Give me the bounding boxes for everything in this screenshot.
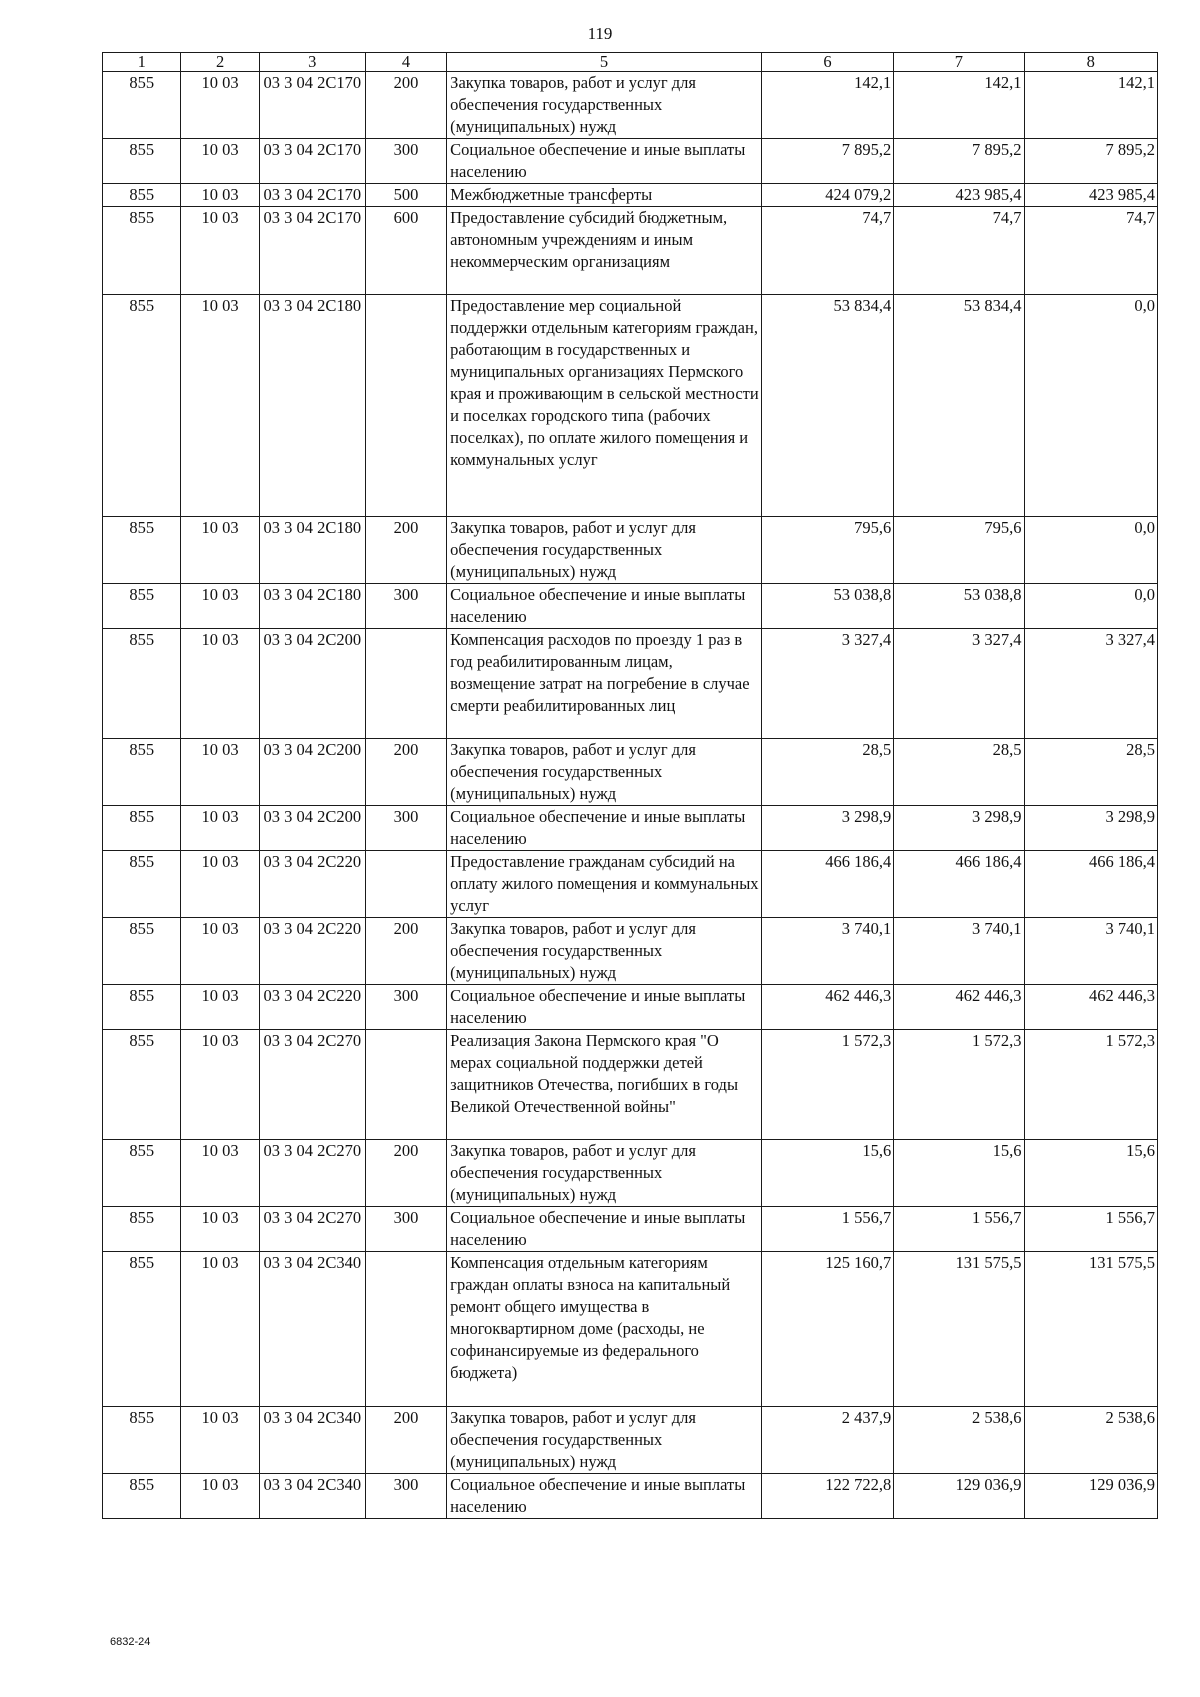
col-header-3: 3: [259, 53, 365, 72]
cell-target-article: 03 3 04 2С340: [259, 1252, 365, 1407]
cell-amount-8: 1 572,3: [1024, 1030, 1157, 1140]
table-row: [103, 139, 1158, 184]
table-row: [103, 184, 1158, 207]
cell-description: Социальное обеспечение и иные выплаты населению: [447, 584, 762, 629]
cell-amount-7: 131 575,5: [894, 1252, 1024, 1407]
cell-admin-code: 855: [103, 806, 181, 851]
cell-amount-8: 142,1: [1024, 72, 1157, 139]
cell-amount-8: 74,7: [1024, 207, 1157, 295]
cell-admin-code: 855: [103, 295, 181, 517]
cell-admin-code: 855: [103, 1030, 181, 1140]
table-row: [103, 207, 1158, 295]
cell-amount-8: 423 985,4: [1024, 184, 1157, 207]
cell-amount-7: 3 298,9: [894, 806, 1024, 851]
cell-expense-type: 600: [365, 207, 446, 295]
cell-description: Закупка товаров, работ и услуг для обеспечения государственных (муниципальных) нужд: [447, 918, 762, 985]
table-row: [103, 72, 1158, 139]
cell-amount-6: 466 186,4: [761, 851, 893, 918]
cell-amount-7: 1 556,7: [894, 1207, 1024, 1252]
cell-section: 10 03: [181, 517, 259, 584]
cell-expense-type: 300: [365, 985, 446, 1030]
cell-amount-6: 53 834,4: [761, 295, 893, 517]
cell-section: 10 03: [181, 739, 259, 806]
cell-target-article: 03 3 04 2С180: [259, 295, 365, 517]
cell-admin-code: 855: [103, 985, 181, 1030]
cell-amount-7: 1 572,3: [894, 1030, 1024, 1140]
cell-amount-6: 28,5: [761, 739, 893, 806]
cell-amount-6: 3 740,1: [761, 918, 893, 985]
col-header-7: 7: [894, 53, 1024, 72]
cell-description: Предоставление мер социальной поддержки отдельным категориям граждан, работающим в государственных и муниципальных организациях Пермского края и проживающим в сельской местности и поселках городского типа (рабочих поселках), по оплате жилого помещения и коммунальных услуг: [447, 295, 762, 517]
cell-admin-code: 855: [103, 1207, 181, 1252]
cell-description: Предоставление субсидий бюджетным, автономным учреждениям и иным некоммерческим организациям: [447, 207, 762, 295]
cell-target-article: 03 3 04 2С270: [259, 1030, 365, 1140]
table-row: [103, 1252, 1158, 1407]
table-row: [103, 295, 1158, 517]
cell-expense-type: [365, 295, 446, 517]
cell-section: 10 03: [181, 1207, 259, 1252]
cell-expense-type: [365, 1030, 446, 1140]
col-header-8: 8: [1024, 53, 1157, 72]
budget-table: [102, 52, 1158, 1519]
cell-expense-type: 300: [365, 806, 446, 851]
cell-amount-8: 3 298,9: [1024, 806, 1157, 851]
cell-target-article: 03 3 04 2С220: [259, 918, 365, 985]
cell-admin-code: 855: [103, 1407, 181, 1474]
cell-amount-7: 142,1: [894, 72, 1024, 139]
cell-description: Социальное обеспечение и иные выплаты населению: [447, 806, 762, 851]
cell-admin-code: 855: [103, 1140, 181, 1207]
cell-section: 10 03: [181, 584, 259, 629]
cell-target-article: 03 3 04 2С270: [259, 1207, 365, 1252]
table-row: [103, 1030, 1158, 1140]
cell-amount-6: 125 160,7: [761, 1252, 893, 1407]
col-header-4: 4: [365, 53, 446, 72]
cell-target-article: 03 3 04 2С170: [259, 72, 365, 139]
cell-description: Предоставление гражданам субсидий на оплату жилого помещения и коммунальных услуг: [447, 851, 762, 918]
cell-admin-code: 855: [103, 918, 181, 985]
cell-amount-7: 462 446,3: [894, 985, 1024, 1030]
cell-target-article: 03 3 04 2С220: [259, 851, 365, 918]
cell-amount-8: 1 556,7: [1024, 1207, 1157, 1252]
cell-amount-8: 2 538,6: [1024, 1407, 1157, 1474]
cell-expense-type: 200: [365, 739, 446, 806]
cell-amount-8: 466 186,4: [1024, 851, 1157, 918]
cell-amount-6: 7 895,2: [761, 139, 893, 184]
col-header-5: 5: [447, 53, 762, 72]
cell-description: Закупка товаров, работ и услуг для обеспечения государственных (муниципальных) нужд: [447, 1140, 762, 1207]
cell-admin-code: 855: [103, 584, 181, 629]
cell-section: 10 03: [181, 1407, 259, 1474]
cell-amount-6: 462 446,3: [761, 985, 893, 1030]
table-row: [103, 1140, 1158, 1207]
cell-target-article: 03 3 04 2С200: [259, 629, 365, 739]
table-row: [103, 1474, 1158, 1519]
cell-description: Закупка товаров, работ и услуг для обеспечения государственных (муниципальных) нужд: [447, 1407, 762, 1474]
cell-target-article: 03 3 04 2С180: [259, 584, 365, 629]
cell-section: 10 03: [181, 184, 259, 207]
cell-expense-type: 300: [365, 139, 446, 184]
cell-amount-7: 3 327,4: [894, 629, 1024, 739]
cell-section: 10 03: [181, 295, 259, 517]
cell-section: 10 03: [181, 806, 259, 851]
table-row: [103, 1207, 1158, 1252]
cell-amount-7: 466 186,4: [894, 851, 1024, 918]
table-row: [103, 985, 1158, 1030]
cell-expense-type: 200: [365, 72, 446, 139]
cell-section: 10 03: [181, 1140, 259, 1207]
cell-amount-7: 795,6: [894, 517, 1024, 584]
cell-admin-code: 855: [103, 1252, 181, 1407]
cell-target-article: 03 3 04 2С200: [259, 806, 365, 851]
cell-target-article: 03 3 04 2С340: [259, 1407, 365, 1474]
cell-amount-7: 53 834,4: [894, 295, 1024, 517]
cell-amount-7: 74,7: [894, 207, 1024, 295]
cell-admin-code: 855: [103, 139, 181, 184]
cell-admin-code: 855: [103, 72, 181, 139]
cell-amount-7: 53 038,8: [894, 584, 1024, 629]
cell-amount-7: 7 895,2: [894, 139, 1024, 184]
cell-admin-code: 855: [103, 851, 181, 918]
table-row: [103, 517, 1158, 584]
cell-amount-6: 122 722,8: [761, 1474, 893, 1519]
table-row: [103, 918, 1158, 985]
cell-admin-code: 855: [103, 629, 181, 739]
cell-admin-code: 855: [103, 739, 181, 806]
cell-expense-type: 300: [365, 1207, 446, 1252]
cell-admin-code: 855: [103, 207, 181, 295]
cell-description: Реализация Закона Пермского края "О мерах социальной поддержки детей защитников Отечества, погибших в годы Великой Отечественной войны": [447, 1030, 762, 1140]
cell-expense-type: [365, 851, 446, 918]
cell-amount-6: 1 572,3: [761, 1030, 893, 1140]
cell-description: Компенсация расходов по проезду 1 раз в год реабилитированным лицам, возмещение затрат на погребение в случае смерти реабилитированных лиц: [447, 629, 762, 739]
cell-expense-type: 200: [365, 918, 446, 985]
cell-amount-6: 15,6: [761, 1140, 893, 1207]
cell-amount-8: 131 575,5: [1024, 1252, 1157, 1407]
cell-amount-8: 3 740,1: [1024, 918, 1157, 985]
cell-target-article: 03 3 04 2С170: [259, 184, 365, 207]
cell-expense-type: [365, 629, 446, 739]
table-row: [103, 1407, 1158, 1474]
cell-section: 10 03: [181, 851, 259, 918]
cell-amount-8: 462 446,3: [1024, 985, 1157, 1030]
cell-expense-type: [365, 1252, 446, 1407]
cell-expense-type: 500: [365, 184, 446, 207]
cell-target-article: 03 3 04 2С270: [259, 1140, 365, 1207]
cell-section: 10 03: [181, 207, 259, 295]
col-header-6: 6: [761, 53, 893, 72]
cell-description: Социальное обеспечение и иные выплаты населению: [447, 1474, 762, 1519]
cell-target-article: 03 3 04 2С220: [259, 985, 365, 1030]
document-code: 6832-24: [110, 1636, 151, 1648]
table-row: [103, 806, 1158, 851]
cell-amount-6: 2 437,9: [761, 1407, 893, 1474]
cell-section: 10 03: [181, 1030, 259, 1140]
cell-amount-8: 15,6: [1024, 1140, 1157, 1207]
cell-amount-7: 129 036,9: [894, 1474, 1024, 1519]
cell-expense-type: 300: [365, 584, 446, 629]
cell-description: Закупка товаров, работ и услуг для обеспечения государственных (муниципальных) нужд: [447, 739, 762, 806]
cell-amount-6: 74,7: [761, 207, 893, 295]
cell-amount-6: 1 556,7: [761, 1207, 893, 1252]
cell-expense-type: 200: [365, 1140, 446, 1207]
header-row: [103, 53, 1158, 72]
cell-amount-7: 2 538,6: [894, 1407, 1024, 1474]
table-row: [103, 629, 1158, 739]
cell-amount-7: 423 985,4: [894, 184, 1024, 207]
cell-amount-7: 28,5: [894, 739, 1024, 806]
cell-section: 10 03: [181, 139, 259, 184]
cell-target-article: 03 3 04 2С170: [259, 139, 365, 184]
cell-amount-8: 129 036,9: [1024, 1474, 1157, 1519]
cell-section: 10 03: [181, 1252, 259, 1407]
cell-description: Социальное обеспечение и иные выплаты населению: [447, 985, 762, 1030]
cell-amount-6: 3 327,4: [761, 629, 893, 739]
cell-section: 10 03: [181, 72, 259, 139]
cell-section: 10 03: [181, 918, 259, 985]
cell-expense-type: 200: [365, 1407, 446, 1474]
cell-amount-8: 7 895,2: [1024, 139, 1157, 184]
table-row: [103, 739, 1158, 806]
cell-section: 10 03: [181, 985, 259, 1030]
table-row: [103, 584, 1158, 629]
cell-description: Компенсация отдельным категориям граждан оплаты взноса на капитальный ремонт общего имущества в многоквартирном доме (расходы, не софинансируемые из федерального бюджета): [447, 1252, 762, 1407]
cell-admin-code: 855: [103, 1474, 181, 1519]
cell-target-article: 03 3 04 2С340: [259, 1474, 365, 1519]
cell-description: Закупка товаров, работ и услуг для обеспечения государственных (муниципальных) нужд: [447, 517, 762, 584]
cell-amount-8: 3 327,4: [1024, 629, 1157, 739]
cell-amount-6: 424 079,2: [761, 184, 893, 207]
cell-amount-6: 53 038,8: [761, 584, 893, 629]
cell-target-article: 03 3 04 2С180: [259, 517, 365, 584]
page-number: 119: [587, 24, 613, 43]
cell-amount-7: 15,6: [894, 1140, 1024, 1207]
cell-amount-8: 28,5: [1024, 739, 1157, 806]
cell-target-article: 03 3 04 2С200: [259, 739, 365, 806]
cell-target-article: 03 3 04 2С170: [259, 207, 365, 295]
cell-amount-8: 0,0: [1024, 517, 1157, 584]
cell-description: Закупка товаров, работ и услуг для обеспечения государственных (муниципальных) нужд: [447, 72, 762, 139]
cell-description: Социальное обеспечение и иные выплаты населению: [447, 1207, 762, 1252]
cell-amount-8: 0,0: [1024, 584, 1157, 629]
cell-expense-type: 200: [365, 517, 446, 584]
col-header-1: 1: [103, 53, 181, 72]
table-row: [103, 851, 1158, 918]
cell-admin-code: 855: [103, 517, 181, 584]
cell-amount-6: 142,1: [761, 72, 893, 139]
col-header-2: 2: [181, 53, 259, 72]
cell-description: Межбюджетные трансферты: [447, 184, 762, 207]
cell-amount-6: 795,6: [761, 517, 893, 584]
cell-amount-7: 3 740,1: [894, 918, 1024, 985]
cell-description: Социальное обеспечение и иные выплаты населению: [447, 139, 762, 184]
cell-amount-8: 0,0: [1024, 295, 1157, 517]
table-body: [103, 72, 1158, 1519]
cell-expense-type: 300: [365, 1474, 446, 1519]
cell-admin-code: 855: [103, 184, 181, 207]
cell-section: 10 03: [181, 629, 259, 739]
cell-amount-6: 3 298,9: [761, 806, 893, 851]
cell-section: 10 03: [181, 1474, 259, 1519]
